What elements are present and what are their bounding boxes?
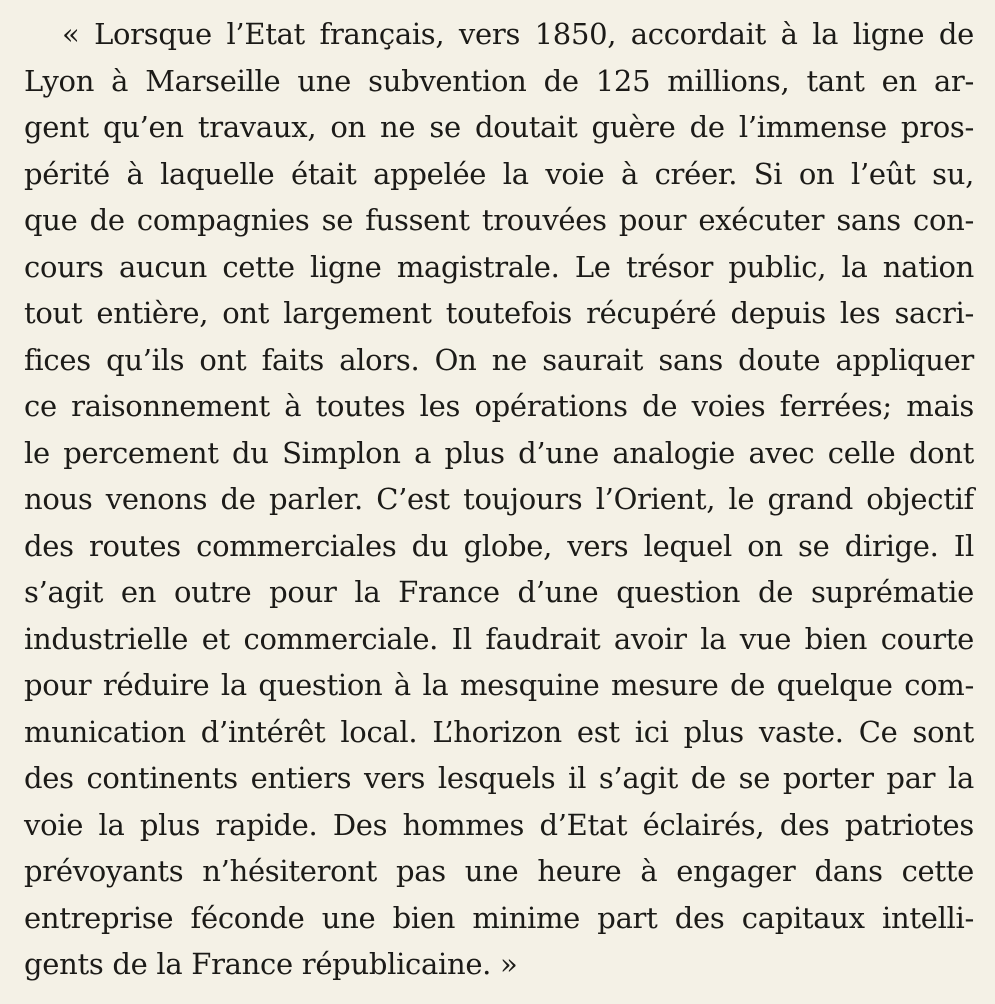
text-line: tout entière, ont largement toutefois récupéré depuis les sacri- [24,296,974,330]
quoted-paragraph [24,11,974,988]
text-line: cours aucun cette ligne magistrale. Le trésor public, la nation [24,249,974,284]
text-line: prévoyants n’hésiteront pas une heure à engager dans cette [24,854,974,888]
text-line: pour réduire la question à la mesquine mesure de quelque com- [24,668,974,702]
text-line: que de compagnies se fussent trouvées pour exécuter sans con- [24,203,974,237]
text-line: s’agit en outre pour la France d’une question de suprématie [24,575,974,609]
text-line: gent qu’en travaux, on ne se doutait guère de l’immense pros- [24,110,974,144]
text-line: périté à laquelle était appelée la voie à créer. Si on l’eût su, [24,156,974,191]
text-line: voie la plus rapide. Des hommes d’Etat éclairés, des patriotes [24,807,974,842]
text-line: des continents entiers vers lesquels il s’agit de se porter par la [24,761,974,795]
text-line: entreprise féconde une bien minime part des capitaux intelli- [24,900,974,935]
text-line: gents de la France républicaine. » [24,947,518,981]
text-line: « Lorsque l’Etat français, vers 1850, accordait à la ligne de [62,17,974,51]
text-line: industrielle et commerciale. Il faudrait avoir la vue bien courte [24,621,974,656]
text-line: Lyon à Marseille une subvention de 125 millions, tant en ar- [24,63,974,98]
text-line: fices qu’ils ont faits alors. On ne saurait sans doute appliquer [24,342,974,377]
text-line: nous venons de parler. C’est toujours l’Orient, le grand objectif [24,482,974,516]
text-line: ce raisonnement à toutes les opérations de voies ferrées; mais [24,389,974,423]
text-line: le percement du Simplon a plus d’une analogie avec celle dont [24,435,974,470]
text-line: munication d’intérêt local. L’horizon est ici plus vaste. Ce sont [24,714,974,749]
text-line: des routes commerciales du globe, vers lequel on se dirige. Il [24,528,974,563]
